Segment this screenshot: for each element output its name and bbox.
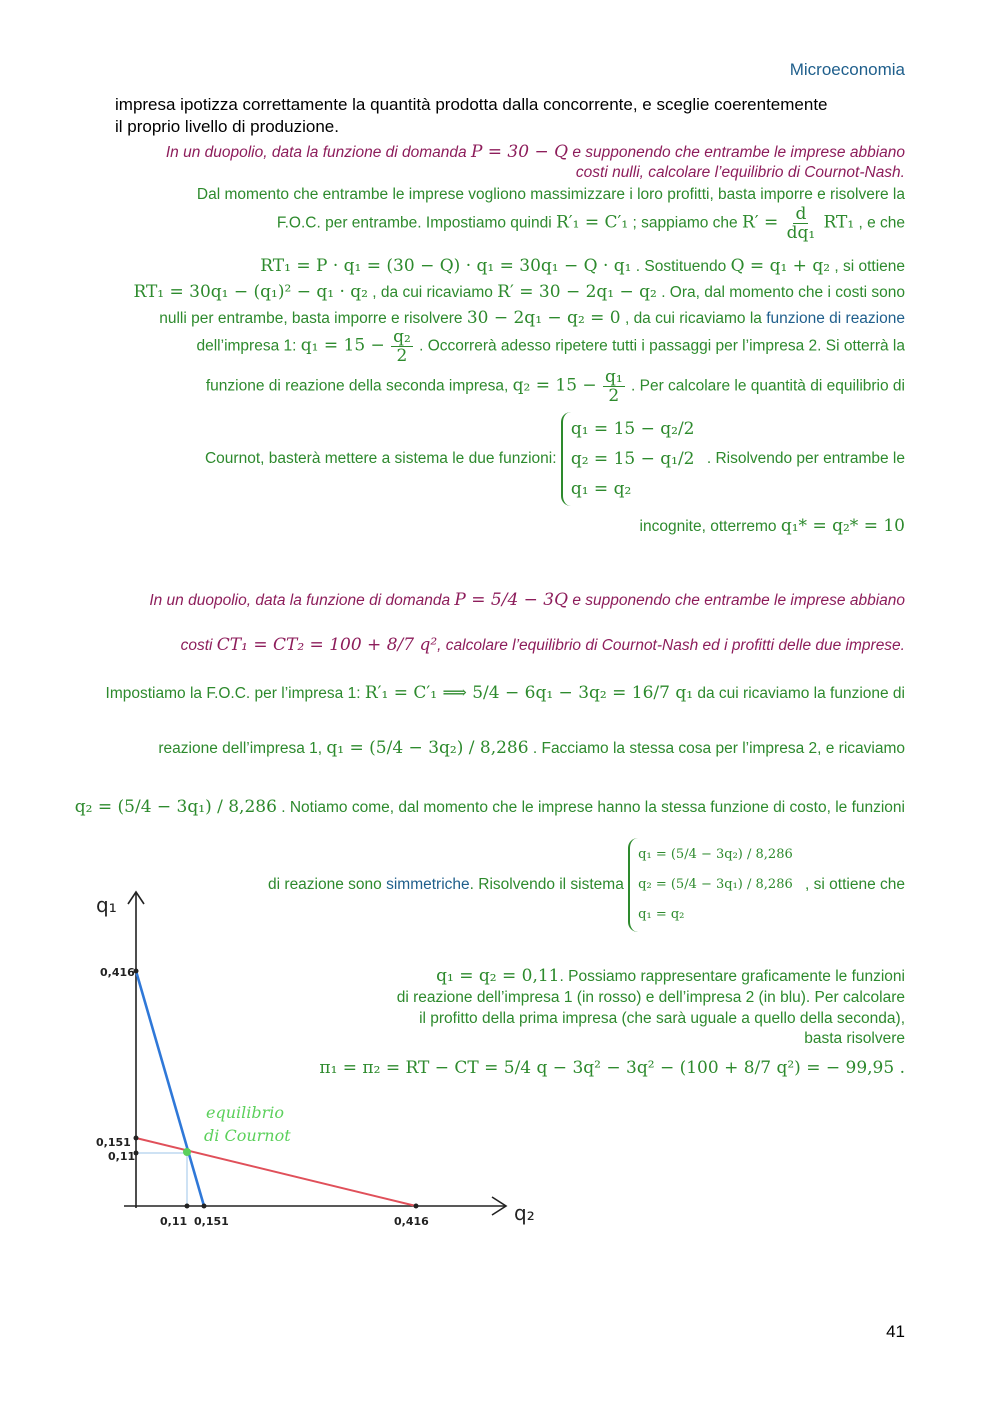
ex1-solution-line-1: Dal momento che entrambe le imprese vogliono massimizzare i loro profitti, basta imporre e risolvere la — [196, 186, 905, 203]
ex1-solution-line-2: F.O.C. per entrambe. Impostiamo quindi R′₁ = C′₁ ; sappiamo che R′ = $\frac{d}{\text{dq₁}}$ RT₁ , e che — [276, 204, 905, 243]
ex1-solution-line-3: RT₁ = P · q₁ = (30 − Q) · q₁ = 30q₁ − Q · q₁ . Sostituendo Q = q₁ + q₂ , si ottiene — [260, 256, 905, 276]
ex1-solution-line-5: nulli per entrambe, basta imporre e risolvere 30 − 2q₁ − q₂ = 0 , da cui ricaviamo la funzione di reazione — [159, 308, 905, 328]
ex1-equation-system: q₁ = 15 − q₂/2 q₂ = 15 − q₁/2 q₁ = q₂ — [561, 412, 703, 506]
ex2-solution-line-6: di reazione dell’impresa 1 (in rosso) e dell’impresa 2 (in blu). Per calcolare — [396, 989, 905, 1006]
intro-line-2: il proprio livello di produzione. — [115, 117, 339, 136]
ex1-solution-line-9: incognite, otterremo q₁* = q₂* = 10 — [639, 516, 905, 536]
ex2-solution-line-7: il profitto della prima impresa (che sarà uguale a quello della seconda), — [419, 1010, 905, 1027]
x-tick-0416: 0,416 — [394, 1215, 429, 1228]
ex2-solution-line-3: q₂ = (5/4 − 3q₁) / 8,286 . Notiamo come, dal momento che le imprese hanno la stessa funzione di costo, le funzioni — [74, 797, 905, 817]
ex2-solution-line-1: Impostiamo la F.O.C. per l’impresa 1: R′₁ = C′₁ ⟹ 5/4 − 6q₁ − 3q₂ = 16/7 q₁ da cui ricaviamo la funzione di — [105, 683, 905, 703]
ex2-solution-line-5: q₁ = q₂ = 0,11. Possiamo rappresentare graficamente le funzioni — [436, 966, 905, 986]
ex2-solution-line-9: π₁ = π₂ = RT − CT = 5/4 q − 3q² − 3q² − (100 + 8/7 q²) = − 99,95 . — [319, 1058, 905, 1078]
cournot-equilibrium-point — [183, 1148, 191, 1156]
ex1-demand-eq: P = 30 − Q — [470, 142, 569, 162]
x-point-011 — [185, 1204, 190, 1209]
reaction-function-link[interactable]: funzione di reazione — [766, 310, 905, 327]
y-tick-0151: 0,151 — [96, 1136, 131, 1149]
symmetric-link[interactable]: simmetriche — [386, 876, 470, 894]
ex2-solution-line-4: di reazione sono simmetriche. Risolvendo il sistema q₁ = (5/4 − 3q₂) / 8,286 q₂ = (5/4 − 3q₁) / 8,286 q₁ = q₂ , si ottiene che — [268, 838, 905, 932]
ex2-equation-system: q₁ = (5/4 − 3q₂) / 8,286 q₂ = (5/4 − 3q₁) / 8,286 q₁ = q₂ — [628, 838, 801, 932]
x-axis-label: q₂ — [514, 1201, 535, 1225]
reaction-curve-firm-1 — [136, 1138, 416, 1206]
derivative-fraction: $\frac{d}{\text{dq₁}}$ — [786, 204, 816, 243]
ex1-solution-line-6: dell’impresa 1: q₁ = 15 − $\frac{\text{q₂}}{2}$ . Occorrerà adesso ripetere tutti i passaggi per l’impresa 2. Si otterrà la — [196, 327, 905, 366]
ex2-solution-line-8: basta risolvere — [804, 1030, 905, 1047]
y-axis-label: q₁ — [96, 893, 117, 917]
intro-line-1: impresa ipotizza correttamente la quantità prodotta dalla concorrente, e sceglie coerentemente — [115, 95, 828, 114]
x-point-0416 — [414, 1204, 419, 1209]
reaction-functions-graph — [88, 880, 548, 1240]
ex2-solution-line-2: reazione dell’impresa 1, q₁ = (5/4 − 3q₂) / 8,286 . Facciamo la stessa cosa per l’impresa 2, e ricaviamo — [158, 738, 905, 758]
page-number: 41 — [886, 1322, 905, 1341]
y-tick-011: 0,11 — [108, 1150, 136, 1163]
reaction-curve-firm-2 — [136, 971, 204, 1206]
intro-paragraph — [115, 94, 905, 138]
ex2-question-line-2: costi CT₁ = CT₂ = 100 + 8/7 q², calcolare l’equilibrio di Cournot-Nash ed i profitti delle due imprese. — [180, 635, 905, 655]
ex1-solution-line-8: Cournot, basterà mettere a sistema le due funzioni: q₁ = 15 − q₂/2 q₂ = 15 − q₁/2 q₁ = q₂ . Risolvendo per entrambe le — [205, 412, 905, 506]
x-tick-0151: 0,151 — [194, 1215, 229, 1228]
ex1-solution-line-4: RT₁ = 30q₁ − (q₁)² − q₁ · q₂ , da cui ricaviamo R′ = 30 − 2q₁ − q₂ . Ora, dal momento che i costi sono — [133, 282, 905, 302]
x-tick-011: 0,11 — [160, 1215, 188, 1228]
ex1-solution-line-7: funzione di reazione della seconda impresa, q₂ = 15 − $\frac{\text{q₁}}{2}$ . Per calcolare le quantità di equilibrio di — [205, 367, 905, 406]
x-point-0151 — [202, 1204, 207, 1209]
y-point-0151 — [134, 1136, 139, 1141]
equilibrium-annotation-line-2: di Cournot — [204, 1126, 291, 1145]
ex1-question-line-1: In un duopolio, data la funzione di domanda P = 30 − Q e supponendo che entrambe le imprese abbiano — [165, 142, 905, 162]
running-header: Microeconomia — [789, 60, 905, 79]
equilibrium-annotation-line-1: equilibrio — [206, 1103, 285, 1122]
y-tick-0416: 0,416 — [100, 966, 135, 979]
ex2-question-line-1: In un duopolio, data la funzione di domanda P = 5/4 − 3Q e supponendo che entrambe le imprese abbiano — [149, 590, 905, 610]
ex1-question-line-2: costi nulli, calcolare l’equilibrio di Cournot-Nash. — [575, 164, 905, 181]
